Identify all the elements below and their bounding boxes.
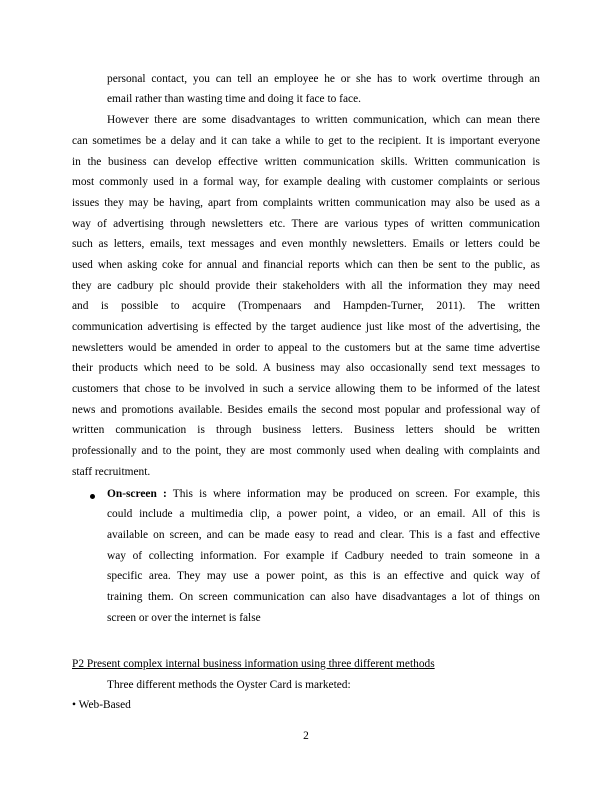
paragraph-line: However there are some disadvantages to written communication, which can mean there xyxy=(107,114,540,126)
bullet-line: training them. On screen communication can also have disadvantages a lot of things on xyxy=(107,591,540,603)
paragraph-line: email rather than wasting time and doing it face to face. xyxy=(107,93,361,105)
paragraph-line: they are cadbury plc should provide their stakeholders with all the information they may need xyxy=(72,280,540,292)
paragraph-line: most commonly used in a formal way, for example dealing with customer complaints or serious xyxy=(72,176,540,188)
bullet-label: On-screen : xyxy=(107,488,167,500)
bullet-first-line xyxy=(107,487,540,501)
section-heading: P2 Present complex internal business information using three different methods xyxy=(72,658,435,670)
page-number: 2 xyxy=(303,730,309,742)
paragraph-line: in the business can develop effective written communication skills. Written communication is xyxy=(72,156,540,168)
bullet-line: specific area. They may use a power point, as this is an effective and quick way of xyxy=(107,570,540,582)
bullet-line: could include a multimedia clip, a power point, a video, or an email. All of this is xyxy=(107,508,540,520)
paragraph-line: way of advertising through newsletters etc. There are various types of written communication xyxy=(72,218,540,230)
bullet-line: screen or over the internet is false xyxy=(107,612,261,624)
paragraph-line: their products which need to be sold. A business may also occasionally send text messages to xyxy=(72,362,540,374)
paragraph-line: staff recruitment. xyxy=(72,466,151,478)
list-item: • Web-Based xyxy=(72,699,131,711)
paragraph-line: personal contact, you can tell an employee he or she has to work overtime through an xyxy=(107,73,540,85)
paragraph-line: customers that chose to be involved in such a service allowing them to be informed of the latest xyxy=(72,383,540,395)
paragraph-line: and is possible to acquire (Trompenaars and Hampden-Turner, 2011). The written xyxy=(72,300,540,312)
paragraph-line: used when asking coke for annual and financial reports which can then be sent to the public, as xyxy=(72,259,540,271)
paragraph-line: written communication is through business letters. Business letters should be written xyxy=(72,424,540,436)
bullet-text: This is where information may be produced on screen. For example, this xyxy=(172,488,540,500)
methods-intro: Three different methods the Oyster Card is marketed: xyxy=(107,679,351,691)
bullet-line: available on screen, and can be made easy to read and clear. This is a fast and effective xyxy=(107,529,540,541)
paragraph-line: news and promotions available. Besides emails the second most popular and professional way of xyxy=(72,404,540,416)
paragraph-line: newsletters would be amended in order to appeal to the customers but at the same time advertise xyxy=(72,342,540,354)
paragraph-line: such as letters, emails, text messages and even monthly newsletters. Emails or letters could be xyxy=(72,238,540,250)
paragraph-line: issues they may be having, apart from complaints written communication may also be used as a xyxy=(72,197,540,209)
paragraph-line: can sometimes be a delay and it can take a while to get to the recipient. It is important everyone xyxy=(72,135,540,147)
paragraph-line: professionally and to the point, they are most commonly used when dealing with complaints and xyxy=(72,445,540,457)
paragraph-line: communication advertising is effected by the target audience just like most of the advertising, the xyxy=(72,321,540,333)
bullet-icon xyxy=(90,494,95,499)
bullet-line: way of collecting information. For example if Cadbury needed to train someone in a xyxy=(107,550,540,562)
